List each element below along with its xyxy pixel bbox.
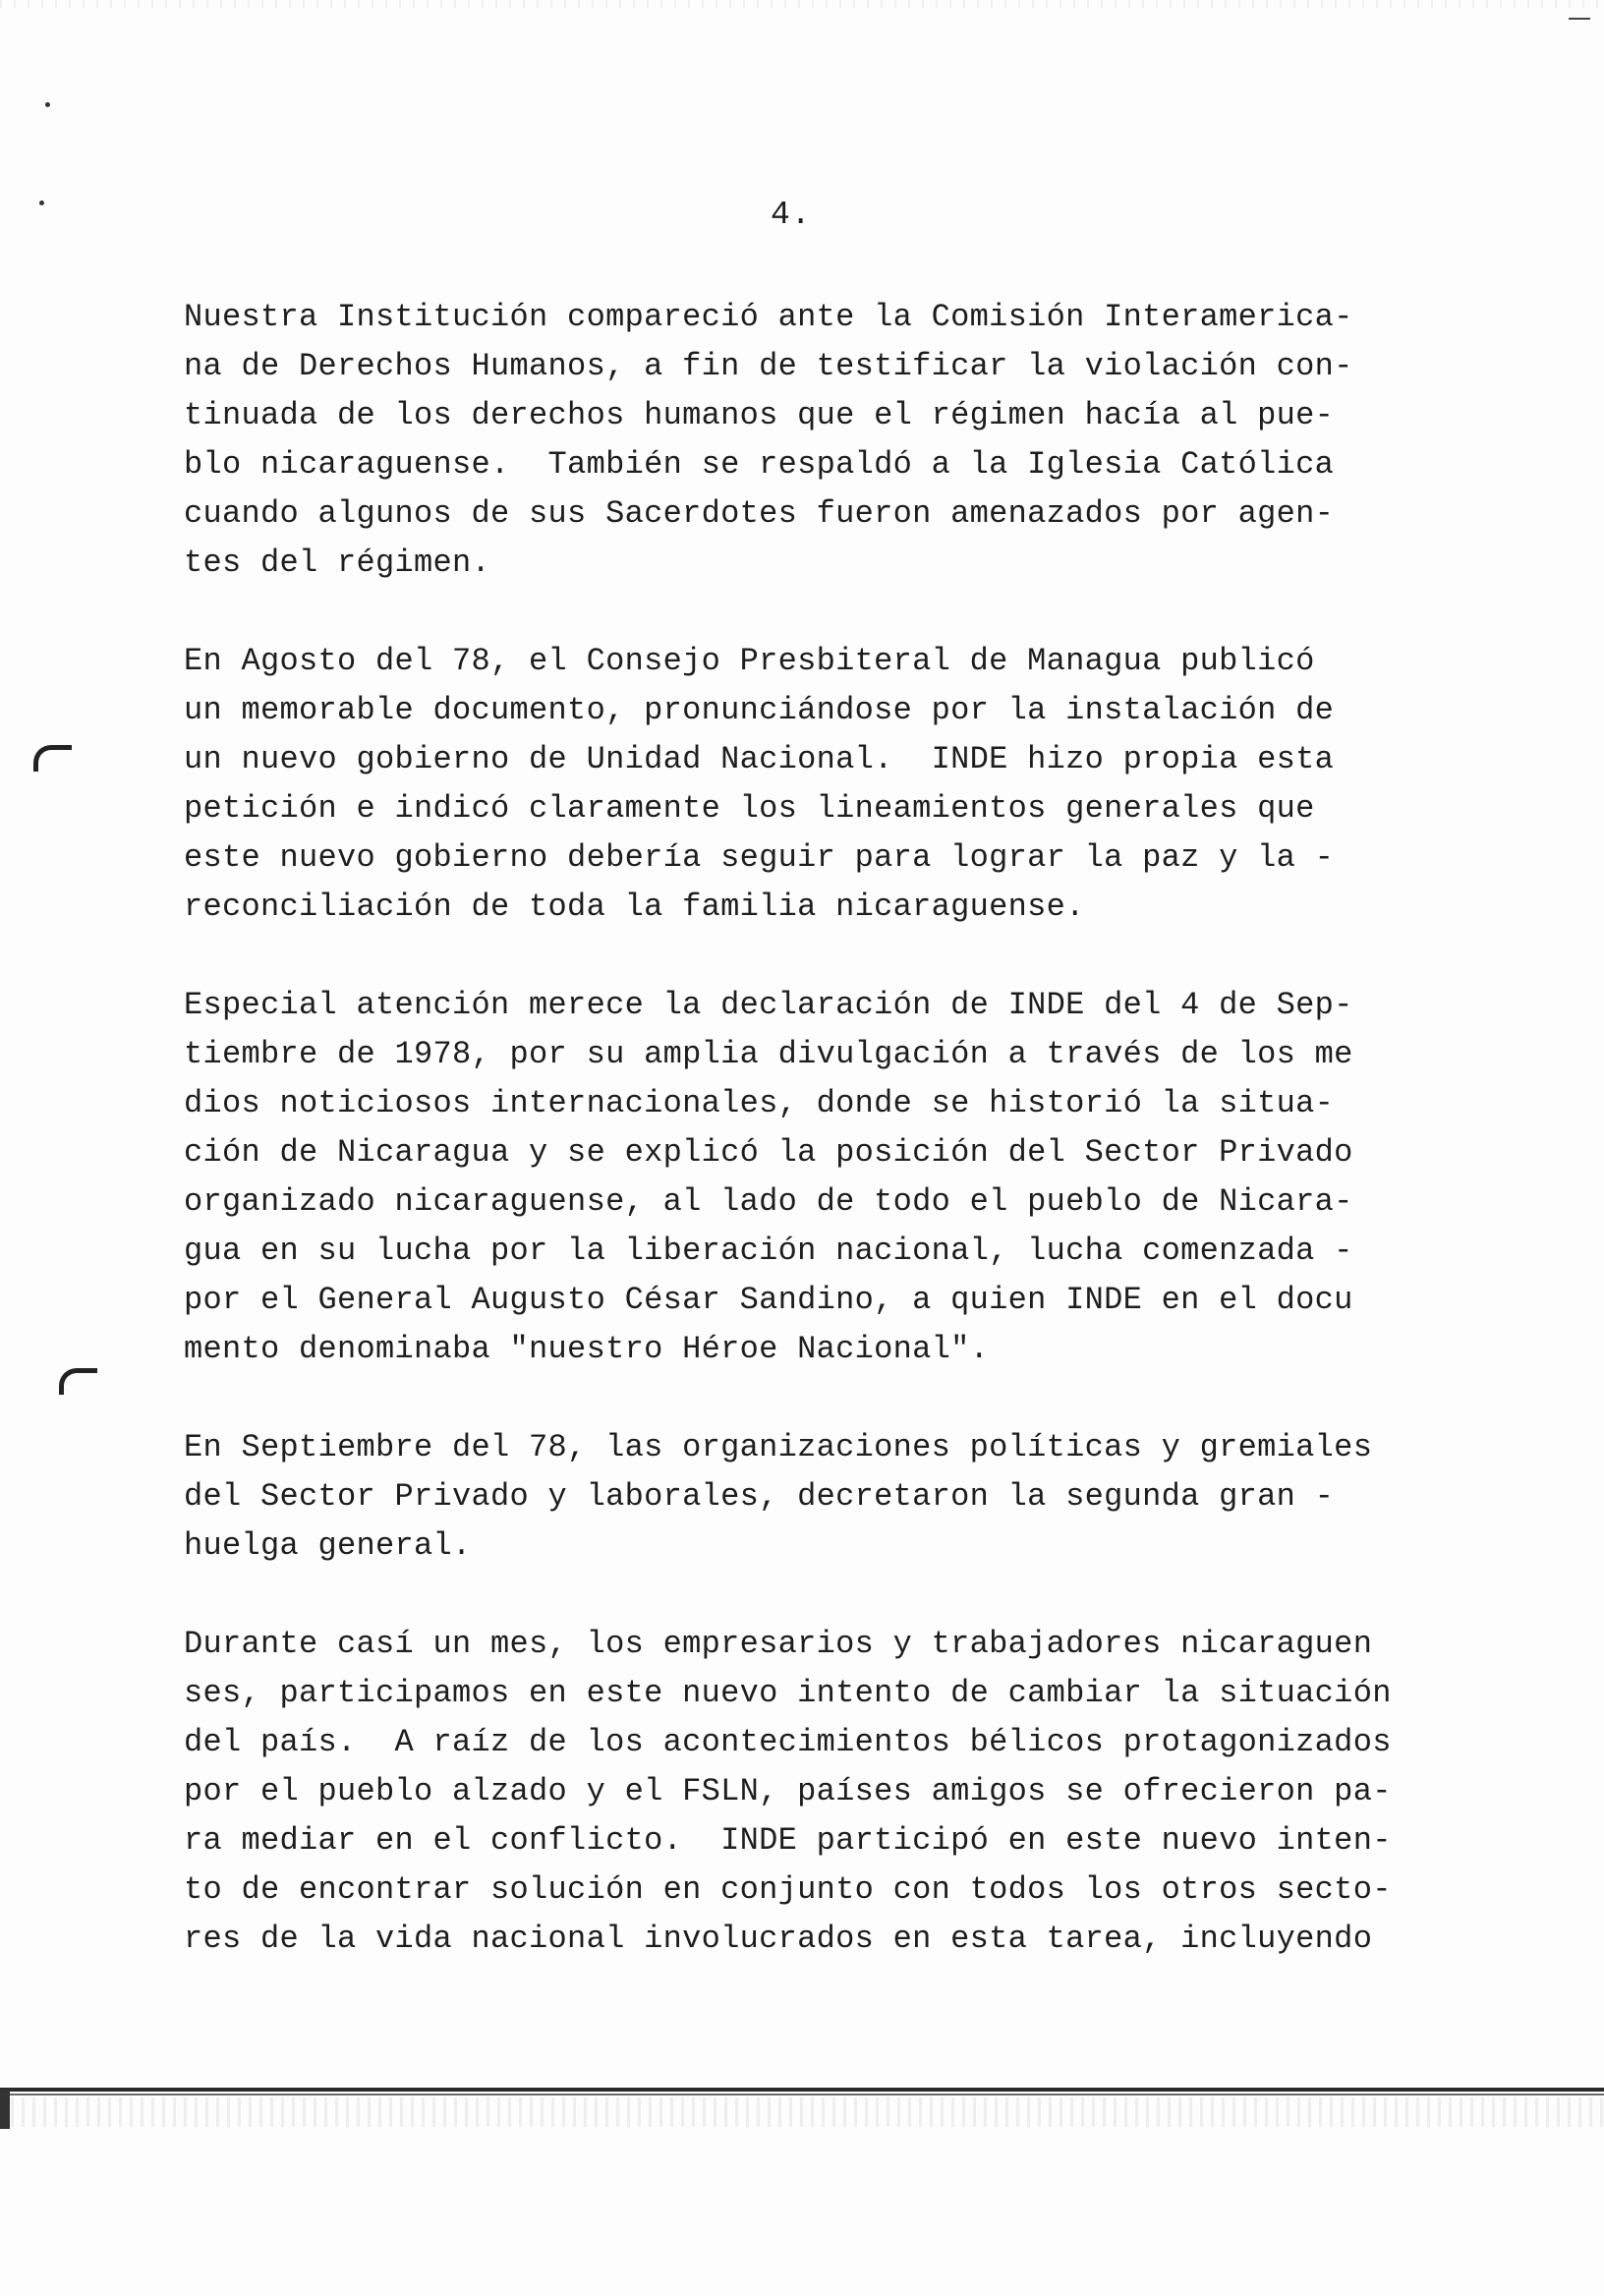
text-line: un memorable documento, pronunciándose por la instalación de [184,692,1335,728]
text-line: ra mediar en el conflicto. INDE participó en este nuevo inten- [184,1822,1392,1859]
text-line: petición e indicó claramente los lineamientos generales que [184,790,1315,827]
scan-mark [1569,18,1590,20]
text-line: Especial atención merece la declaración de INDE del 4 de Sep- [184,987,1353,1023]
text-line: En Agosto del 78, el Consejo Presbiteral de Managua publicó [184,643,1315,679]
scan-speck [39,201,44,205]
scan-left-edge [0,2090,10,2129]
text-line: tiembre de 1978, por su amplia divulgación a través de los me [184,1036,1353,1072]
text-line: organizado nicaraguense, al lado de todo el pueblo de Nicara- [184,1183,1353,1220]
scan-bottom-rule [0,2094,1604,2095]
paragraph-1 [184,293,1432,588]
text-line: ción de Nicaragua y se explicó la posición del Sector Privado [184,1134,1353,1171]
text-line: un nuevo gobierno de Unidad Nacional. INDE hizo propia esta [184,741,1335,777]
text-line: dios noticiosos internacionales, donde se historió la situa- [184,1085,1335,1121]
text-line: to de encontrar solución en conjunto con todos los otros secto- [184,1871,1392,1908]
text-line: del Sector Privado y laborales, decretaron la segunda gran - [184,1478,1335,1515]
text-line: ses, participamos en este nuevo intento de cambiar la situación [184,1675,1392,1711]
text-line: res de la vida nacional involucrados en esta tarea, incluyendo [184,1921,1373,1957]
text-line: huelga general. [184,1527,472,1564]
margin-bracket-mark [33,745,72,772]
scan-bottom-rule [0,2088,1604,2092]
text-line: reconciliación de toda la familia nicaraguense. [184,889,1085,925]
text-line: En Septiembre del 78, las organizaciones políticas y gremiales [184,1429,1373,1465]
text-line: mento denominaba "nuestro Héroe Nacional". [184,1331,990,1367]
text-line: blo nicaraguense. También se respaldó a la Iglesia Católica [184,446,1335,483]
paragraph-5 [184,1620,1432,1964]
paragraph-3 [184,981,1432,1374]
paragraph-4 [184,1423,1432,1571]
page-number: 4. [771,197,812,233]
text-line: tes del régimen. [184,545,491,581]
text-line: por el General Augusto César Sandino, a quien INDE en el docu [184,1282,1353,1318]
text-line: del país. A raíz de los acontecimientos bélicos protagonizados [184,1724,1392,1760]
text-line: cuando algunos de sus Sacerdotes fueron amenazados por agen- [184,495,1335,532]
scan-speck [45,102,50,107]
text-line: na de Derechos Humanos, a fin de testificar la violación con- [184,348,1353,384]
paragraph-2 [184,637,1432,932]
text-line: este nuevo gobierno debería seguir para lograr la paz y la - [184,839,1335,876]
scan-bottom-noise [0,2097,1604,2127]
text-line: Nuestra Institución compareció ante la Comisión Interamerica- [184,299,1353,335]
scan-top-edge [0,0,1604,8]
text-line: gua en su lucha por la liberación nacional, lucha comenzada - [184,1233,1353,1269]
margin-bracket-mark [59,1368,97,1395]
text-line: Durante casí un mes, los empresarios y trabajadores nicaraguen [184,1626,1373,1662]
text-line: por el pueblo alzado y el FSLN, países amigos se ofrecieron pa- [184,1773,1392,1809]
text-line: tinuada de los derechos humanos que el régimen hacía al pue- [184,397,1335,433]
